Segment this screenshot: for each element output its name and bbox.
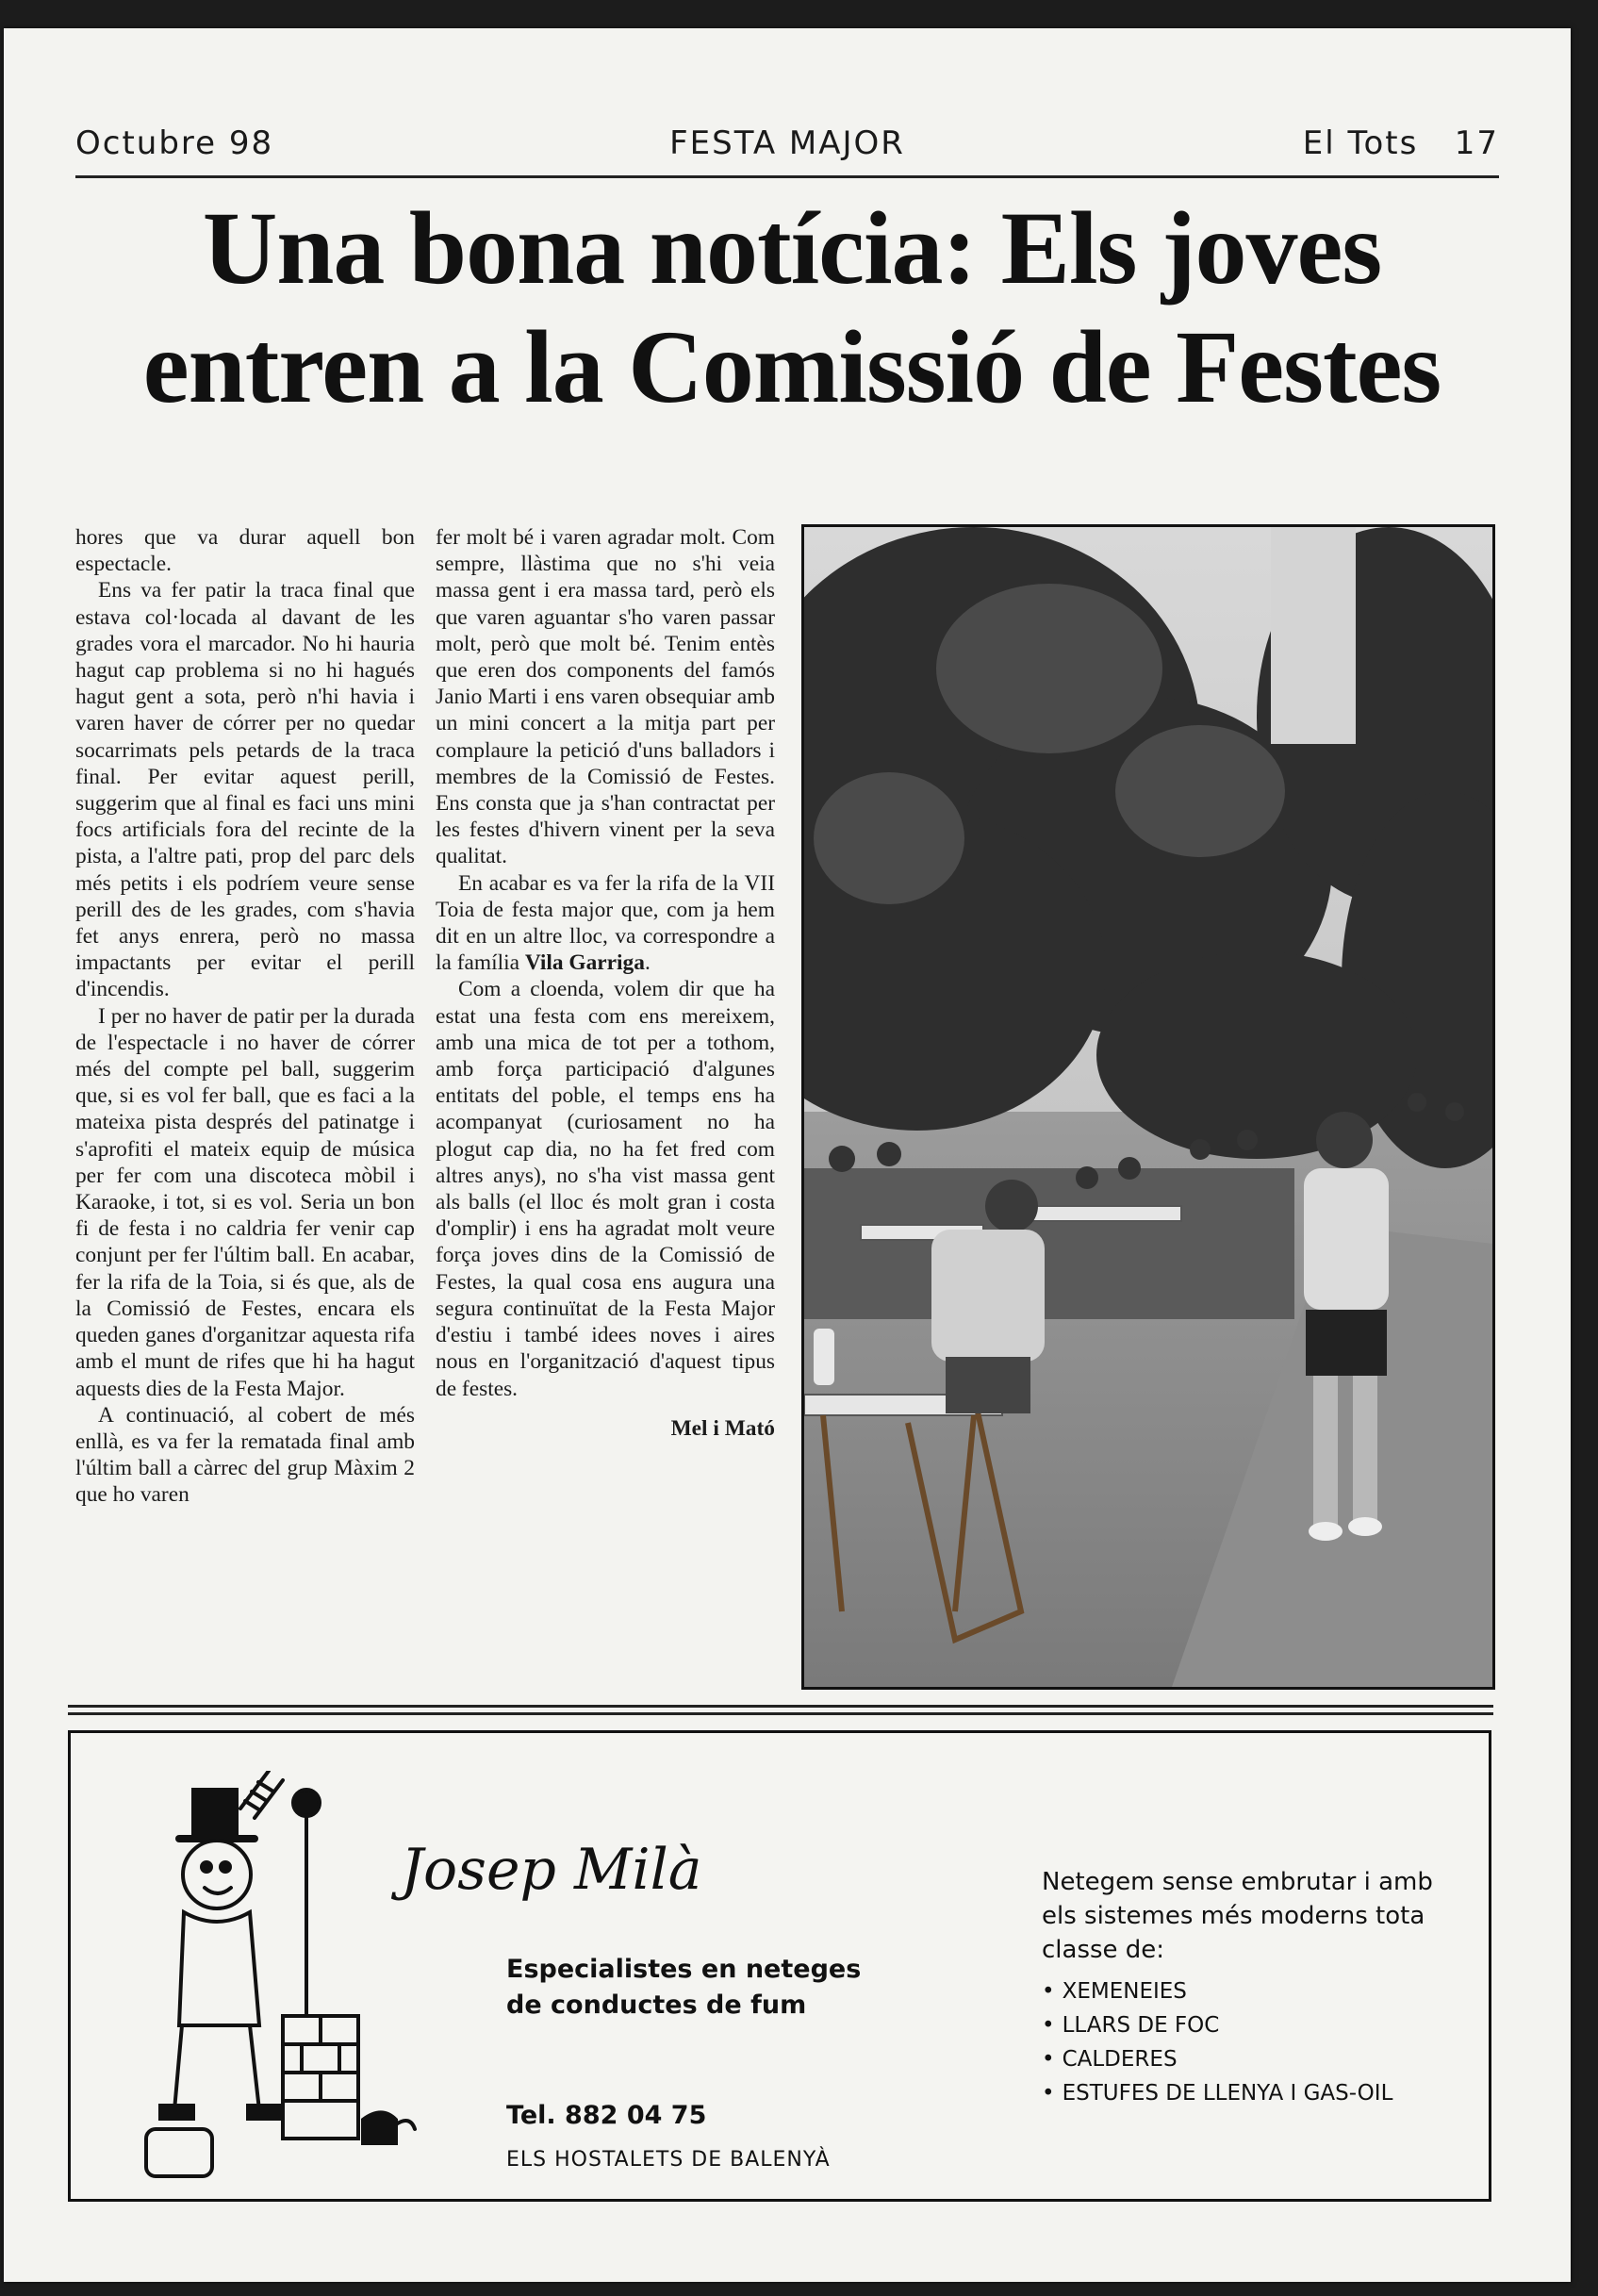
section-title: FESTA MAJOR <box>669 124 905 162</box>
header-rule <box>75 175 1499 178</box>
service-item: • CALDERES <box>1042 2042 1466 2076</box>
services-tagline: Netegem sense embrutar i amb els sistemes més moderns tota classe de: <box>1042 1868 1433 1964</box>
services-block <box>1042 1865 1466 2110</box>
business-specialty: Especialistes en neteges de conductes de fum <box>506 1955 862 2020</box>
paragraph: I per no haver de patir per la durada de l'espectacle i no haver de córrer més del compte pel ball, suggerim que, si es vol fer ball, que es faci a la mateixa pista després del patinatge i s'aprofiti el mateix equip de música per fer com una discoteca mòbil i Karaoke, i tot, si es vol. Seria un bon fi de festa i no caldria fer venir cap conjunt per fer l'últim ball. En acabar, fer la rifa de la Toia, si és que, als de la Comissió de Festes, encara els queden ganes d'organitzar aquesta rifa amb el munt de rifes que hi ha hagut aquests dies de la Festa Major. <box>75 1003 415 1401</box>
advertisement-box <box>68 1730 1491 2202</box>
festival-photo <box>801 524 1495 1690</box>
business-name: Josep Milà <box>401 1837 702 1903</box>
family-name: Vila Garriga <box>524 950 645 976</box>
headline-line-1: Una bona notícia: Els joves <box>202 190 1382 306</box>
service-item: • ESTUFES DE LLENYA I GAS-OIL <box>1042 2076 1466 2110</box>
page-header <box>75 98 1499 173</box>
headline-line-2: entren a la Comissió de Festes <box>142 309 1441 424</box>
business-address: ELS HOSTALETS DE BALENYÀ <box>506 2148 831 2172</box>
business-phone: Tel. 882 04 75 <box>506 2101 707 2130</box>
paragraph: Ens va fer patir la traca final que estava col·locada al davant de les grades vora el marcador. No hi hauria hagut cap problema si no hi hagués hagut gent a sota, però n'hi havia i varen haver de córrer per no quedar socarrimats pels petards de la traca final. Per evitar aquest perill, suggerim que al final es faci uns mini focs artificials fora del recinte de la pista, a l'altre pati, prop del parc dels més petits i els podríem veure sense perill des de les grades, com s'havia fet anys enrera, però no massa impactants per evitar el perill d'incendis. <box>75 578 415 1002</box>
service-item: • LLARS DE FOC <box>1042 2008 1466 2042</box>
services-list <box>1042 1974 1466 2110</box>
service-item: • XEMENEIES <box>1042 1974 1466 2008</box>
headline <box>75 189 1508 426</box>
section-divider-bottom <box>68 1712 1493 1715</box>
article-column-1 <box>75 524 415 1509</box>
paragraph: Com a cloenda, volem dir que ha estat una festa com ens mereixem, amb una mica de tot per a tothom, amb força participació d'algunes entitats del poble, el temps ens ha acompanyat (curiosament no ha plogut cap dia, no ha fet fred com altres anys), no s'ha vist massa gent als balls (el lloc és molt gran i costa d'omplir) i ens ha agradat molt veure força joves dins de la Comissió de Festes, la qual cosa ens augura una segura continuïtat de la Festa Major d'estiu i també idees noves i aires nous en l'organització d'aquest tipus de festes. <box>436 977 775 1401</box>
page-number: 17 <box>1454 124 1499 162</box>
paragraph: hores que va durar aquell bon espectacle. <box>75 525 415 577</box>
chimney-sweep-illustration <box>127 1771 429 2186</box>
paragraph: A continuació, al cobert de més enllà, es va fer la rematada final amb l'últim ball a càrrec del grup Màxim 2 que ho varen <box>75 1402 415 1508</box>
publication-name: El Tots 17 <box>1302 124 1499 162</box>
article-column-2 <box>436 524 775 1442</box>
section-divider-top <box>68 1705 1493 1708</box>
issue-date: Octubre 98 <box>75 124 274 162</box>
article-signature: Mel i Mató <box>670 1415 775 1441</box>
paragraph: fer molt bé i varen agradar molt. Com sempre, llàstima que no s'hi veia massa gent i era massa tard, però els que varen aguantar s'ho varen passar molt, però que molt bé. Tenim entès que eren dos components del famós Janio Marti i ens varen obsequiar amb un mini concert a la mitja part per complaure la petició d'uns balladors i membres de la Comissió de Festes. Ens consta que ja s'han contractat per les festes d'hivern vinent per la seva qualitat. <box>436 525 775 869</box>
paragraph: En acabar es va fer la rifa de la VII Toia de festa major que, com ja hem dit en un altre lloc, va correspondre a la família Vila Garriga. <box>436 870 775 976</box>
